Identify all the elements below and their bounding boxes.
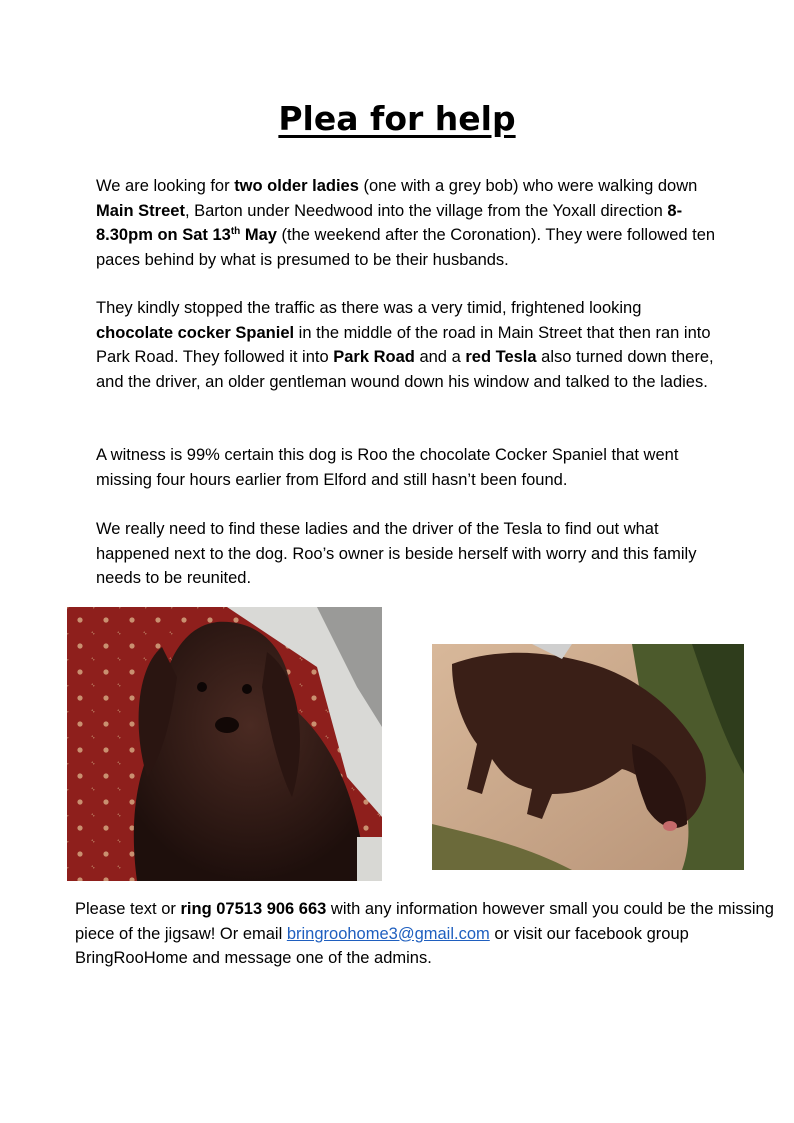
bold-text: two older ladies [234, 177, 359, 195]
text-run: (one with a grey bob) who were walking down [358, 177, 698, 195]
text-run: also turned down there, and the driver, an older gentleman wound down his window and talked to the ladies. [96, 348, 714, 391]
text-run: They kindly stopped the traffic as there was a very timid, frightened looking [96, 299, 642, 317]
bold-text: red Tesla [465, 348, 537, 366]
text-run: We are looking for [96, 177, 235, 195]
email-link[interactable]: bringroohome3@gmail.com [286, 924, 490, 943]
text-run: in the middle of the road in Main Street that then ran into Park Road. They followed it into [96, 323, 711, 366]
paragraph-traffic [96, 296, 716, 394]
dog-photo-outdoor [432, 644, 744, 870]
witness-text: A witness is 99% certain this dog is Roo the chocolate Cocker Spaniel that went missing four hours earlier from Elford and still hasn’t been found. [96, 446, 679, 489]
paragraph-witness [96, 443, 716, 492]
appeal-text: We really need to find these ladies and the driver of the Tesla to find out what happened next to the dog. Roo’s owner is beside herself with worry and this family needs to be reunited. [96, 520, 697, 587]
text-run: (the weekend after the Coronation). They were followed ten paces behind by what is presumed to be their husbands. [96, 226, 716, 269]
text-run: or visit our facebook group BringRooHome and message one of the admins. [75, 924, 689, 967]
bold-text: chocolate cocker Spaniel [96, 323, 295, 342]
text-run: , Barton under Needwood into the village from the Yoxall direction [184, 201, 668, 220]
bold-text: Park Road [333, 348, 415, 366]
paragraph-appeal [96, 517, 716, 591]
dog-photo-indoor [67, 607, 382, 881]
bold-text: Main Street [96, 201, 185, 220]
text-run: and a [414, 348, 466, 366]
page-title: Plea for help [278, 99, 516, 138]
paragraph-sighting [96, 174, 716, 272]
contact-footer [75, 897, 775, 971]
bold-date: 8-8.30pm on Sat 13th May [96, 201, 683, 244]
phone-number: ring 07513 906 663 [180, 900, 327, 918]
text-run: Please text or [75, 900, 181, 918]
text-run: with any information however small you could be the missing piece of the jigsaw! Or email [75, 900, 774, 943]
